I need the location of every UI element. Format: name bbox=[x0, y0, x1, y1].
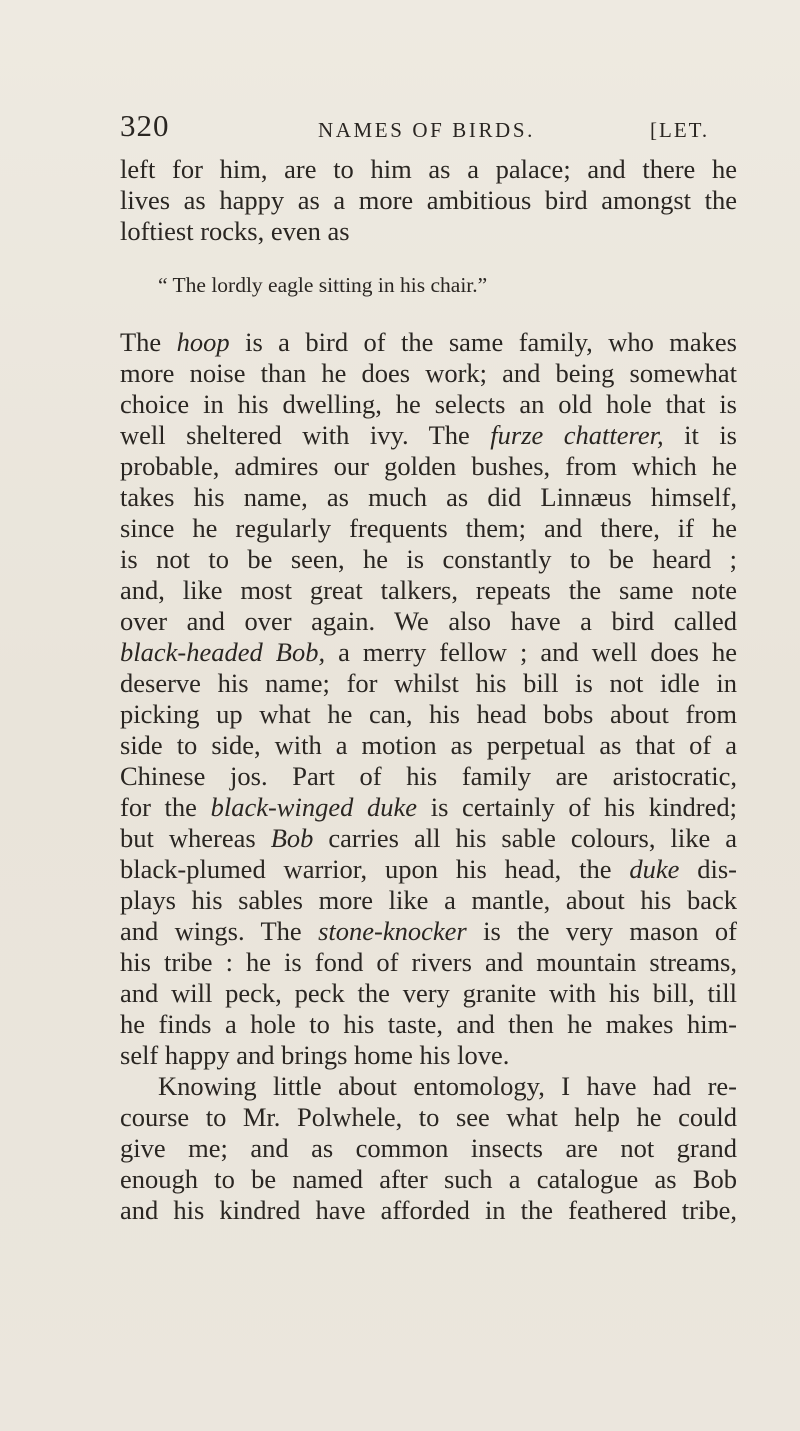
text-line: picking up what he can, his head bobs about from bbox=[120, 699, 737, 729]
text-line: he finds a hole to his taste, and then he makes him- bbox=[120, 1009, 737, 1039]
text-run: and wings. The bbox=[120, 916, 319, 946]
text-line: since he regularly frequents them; and there, if he bbox=[120, 513, 737, 543]
text-run: a merry fellow ; and well does he bbox=[325, 637, 737, 667]
italic-term: furze chatterer, bbox=[490, 420, 664, 450]
text-line bbox=[120, 420, 737, 451]
text-run: well sheltered with ivy. The bbox=[120, 420, 491, 450]
text-run: carries all his sable colours, like a bbox=[313, 823, 737, 853]
italic-term: black-winged duke bbox=[210, 792, 418, 822]
text-line: enough to be named after such a catalogue as Bob bbox=[120, 1164, 737, 1194]
text-line: and his kindred have afforded in the feathered tribe, bbox=[120, 1195, 737, 1225]
text-run: is the very mason of bbox=[466, 916, 738, 946]
text-run: is a bird of the same family, who makes bbox=[229, 327, 737, 357]
italic-term: stone-knocker bbox=[318, 916, 467, 946]
text-run: black-plumed warrior, upon his head, the bbox=[120, 854, 630, 884]
text-line: loftiest rocks, even as bbox=[120, 216, 350, 246]
text-line: side to side, with a motion as perpetual as that of a bbox=[120, 730, 737, 760]
text-line bbox=[120, 637, 737, 668]
chapter-reference: [LET. bbox=[650, 118, 710, 142]
text-line: lives as happy as a more ambitious bird amongst the bbox=[120, 185, 737, 215]
text-line: and will peck, peck the very granite with his bill, till bbox=[120, 978, 737, 1008]
text-line: probable, admires our golden bushes, from which he bbox=[120, 451, 737, 481]
text-line: self happy and brings home his love. bbox=[120, 1040, 510, 1070]
body-text bbox=[120, 154, 737, 1226]
text-run: is certainly of his kindred; bbox=[417, 792, 738, 822]
text-line bbox=[120, 327, 737, 358]
text-line: Knowing little about entomology, I have had re- bbox=[158, 1071, 737, 1101]
text-line: is not to be seen, he is constantly to be heard ; bbox=[120, 544, 737, 574]
text-line: plays his sables more like a mantle, about his back bbox=[120, 885, 737, 915]
text-line bbox=[120, 854, 737, 885]
text-line: and, like most great talkers, repeats the same note bbox=[120, 575, 737, 605]
running-head bbox=[120, 108, 740, 148]
text-run: dis- bbox=[679, 854, 737, 884]
text-run: it is bbox=[663, 420, 737, 450]
italic-term: Bob bbox=[270, 823, 314, 853]
page-number: 320 bbox=[120, 108, 170, 143]
text-run: The bbox=[120, 327, 177, 357]
running-title: NAMES OF BIRDS. bbox=[318, 118, 535, 142]
text-line: more noise than he does work; and being somewhat bbox=[120, 358, 737, 388]
text-line: give me; and as common insects are not grand bbox=[120, 1133, 737, 1163]
text-line bbox=[120, 916, 737, 947]
italic-term: hoop bbox=[176, 327, 230, 357]
text-line: over and over again. We also have a bird called bbox=[120, 606, 737, 636]
text-run: for the bbox=[120, 792, 211, 822]
text-line: course to Mr. Polwhele, to see what help he could bbox=[120, 1102, 737, 1132]
quotation: “ The lordly eagle sitting in his chair.” bbox=[158, 273, 488, 297]
text-line: choice in his dwelling, he selects an old hole that is bbox=[120, 389, 737, 419]
text-line: deserve his name; for whilst his bill is not idle in bbox=[120, 668, 737, 698]
text-line: takes his name, as much as did Linnæus himself, bbox=[120, 482, 737, 512]
italic-term: duke bbox=[629, 854, 680, 884]
italic-term: black-headed Bob, bbox=[120, 637, 326, 667]
text-line: Chinese jos. Part of his family are aristocratic, bbox=[120, 761, 737, 791]
text-run: but whereas bbox=[120, 823, 271, 853]
text-line bbox=[120, 792, 737, 823]
text-line: his tribe : he is fond of rivers and mountain streams, bbox=[120, 947, 737, 977]
text-line: left for him, are to him as a palace; and there he bbox=[120, 154, 737, 184]
text-line bbox=[120, 823, 737, 854]
